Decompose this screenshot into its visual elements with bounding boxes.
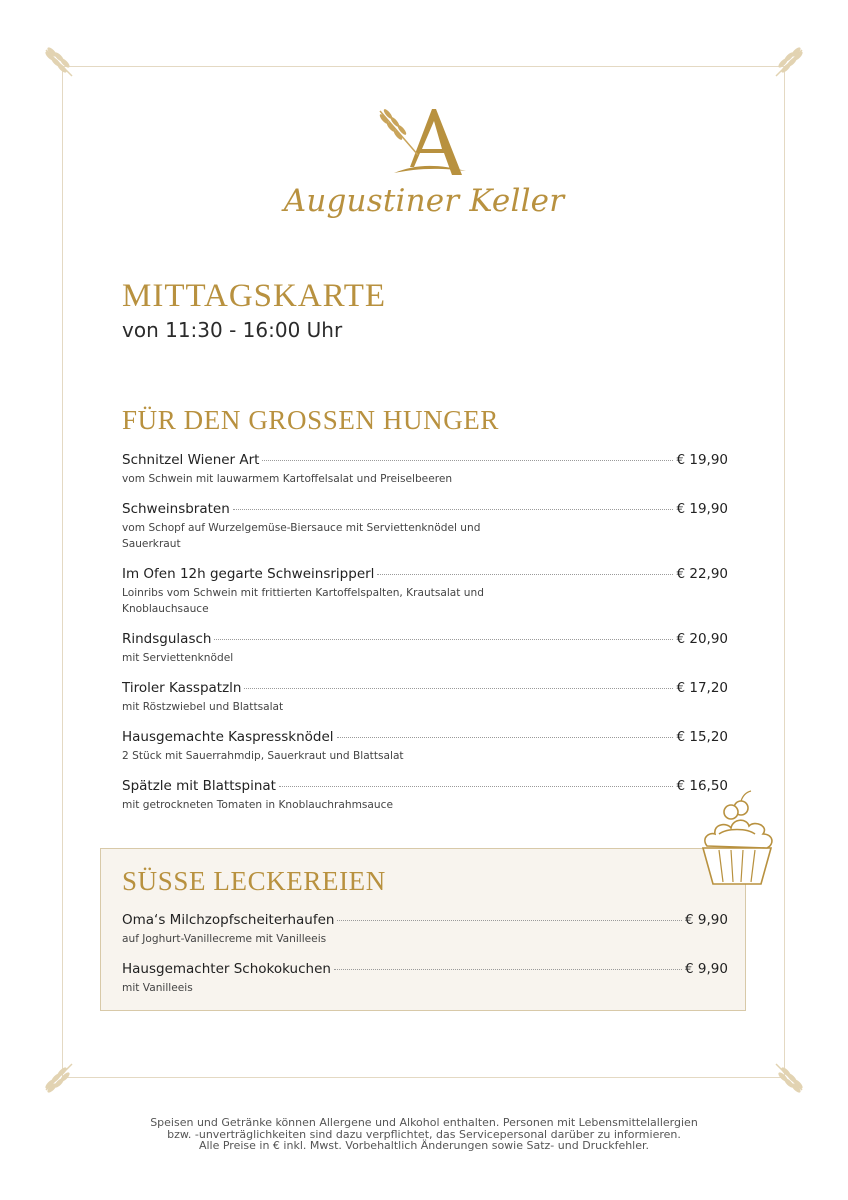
menu-item — [122, 778, 728, 827]
item-description: Loinribs vom Schwein mit frittierten Kartoffelspalten, Krautsalat und Knoblauchsauce — [122, 587, 484, 615]
item-price: € 19,90 — [676, 452, 728, 468]
item-description: auf Joghurt-Vanillecreme mit Vanilleeis — [122, 933, 327, 945]
page-title: MITTAGSKARTE — [122, 278, 387, 314]
item-price: € 16,50 — [676, 778, 728, 794]
item-name: Schweinsbraten — [122, 501, 230, 517]
menu-item — [122, 912, 728, 961]
dot-leader — [337, 920, 682, 921]
wheat-corner-icon — [38, 42, 78, 82]
item-name: Rindsgulasch — [122, 631, 212, 647]
item-name: Schnitzel Wiener Art — [122, 452, 260, 468]
dot-leader — [244, 688, 673, 689]
menu-item — [122, 631, 728, 680]
menu-item — [122, 566, 728, 631]
menu-item — [122, 729, 728, 778]
item-price: € 9,90 — [685, 912, 728, 928]
item-price: € 19,90 — [676, 501, 728, 517]
wheat-corner-icon — [770, 42, 810, 82]
menu-item — [122, 961, 728, 1010]
cupcake-icon — [697, 790, 777, 888]
item-name: Hausgemachter Schokokuchen — [122, 961, 331, 977]
item-price: € 9,90 — [685, 961, 728, 977]
item-name: Oma‘s Milchzopfscheiterhaufen — [122, 912, 335, 928]
item-price: € 22,90 — [676, 566, 728, 582]
wheat-corner-icon — [38, 1058, 78, 1098]
menu-item — [122, 680, 728, 729]
dot-leader — [279, 786, 673, 787]
item-description: vom Schwein mit lauwarmem Kartoffelsalat und Preiselbeeren — [122, 473, 453, 485]
dot-leader — [377, 574, 673, 575]
section-title-hunger: FÜR DEN GROSSEN HUNGER — [122, 405, 499, 435]
item-description: vom Schopf auf Wurzelgemüse-Biersauce mit Serviettenknödel und Sauerkraut — [122, 522, 481, 550]
legal-footer — [0, 1117, 848, 1152]
section-title-sweets: SÜSSE LECKEREIEN — [122, 866, 386, 896]
dot-leader — [214, 639, 673, 640]
dot-leader — [337, 737, 674, 738]
item-description: mit Vanilleeis — [122, 982, 193, 994]
item-name: Hausgemachte Kaspressknödel — [122, 729, 334, 745]
wheat-logo-icon — [374, 105, 474, 179]
menu-list-sweets — [122, 912, 728, 1010]
menu-item — [122, 501, 728, 566]
page-subtitle: von 11:30 - 16:00 Uhr — [122, 318, 343, 342]
wheat-corner-icon — [770, 1058, 810, 1098]
footer-line: bzw. -unverträglichkeiten sind dazu verpflichtet, das Servicepersonal darüber zu informieren. — [167, 1127, 681, 1141]
dot-leader — [262, 460, 673, 461]
item-price: € 20,90 — [676, 631, 728, 647]
item-price: € 15,20 — [676, 729, 728, 745]
dot-leader — [233, 509, 674, 510]
item-description: mit Röstzwiebel und Blattsalat — [122, 701, 284, 713]
item-price: € 17,20 — [676, 680, 728, 696]
item-name: Spätzle mit Blattspinat — [122, 778, 276, 794]
dot-leader — [334, 969, 682, 970]
item-description: mit getrockneten Tomaten in Knoblauchrahmsauce — [122, 799, 393, 811]
brand-name: Augustiner Keller — [283, 183, 565, 219]
item-description: mit Serviettenknödel — [122, 652, 234, 664]
footer-line: Speisen und Getränke können Allergene und Alkohol enthalten. Personen mit Lebensmittelallergien — [150, 1116, 698, 1129]
menu-item — [122, 452, 728, 501]
brand-logo — [0, 105, 848, 219]
item-description: 2 Stück mit Sauerrahmdip, Sauerkraut und Blattsalat — [122, 750, 404, 762]
item-name: Im Ofen 12h gegarte Schweinsripperl — [122, 566, 375, 582]
item-name: Tiroler Kasspatzln — [122, 680, 242, 696]
footer-line: Alle Preise in € inkl. Mwst. Vorbehaltlich Änderungen sowie Satz- und Druckfehler. — [198, 1139, 650, 1152]
menu-list-hunger — [122, 452, 728, 827]
